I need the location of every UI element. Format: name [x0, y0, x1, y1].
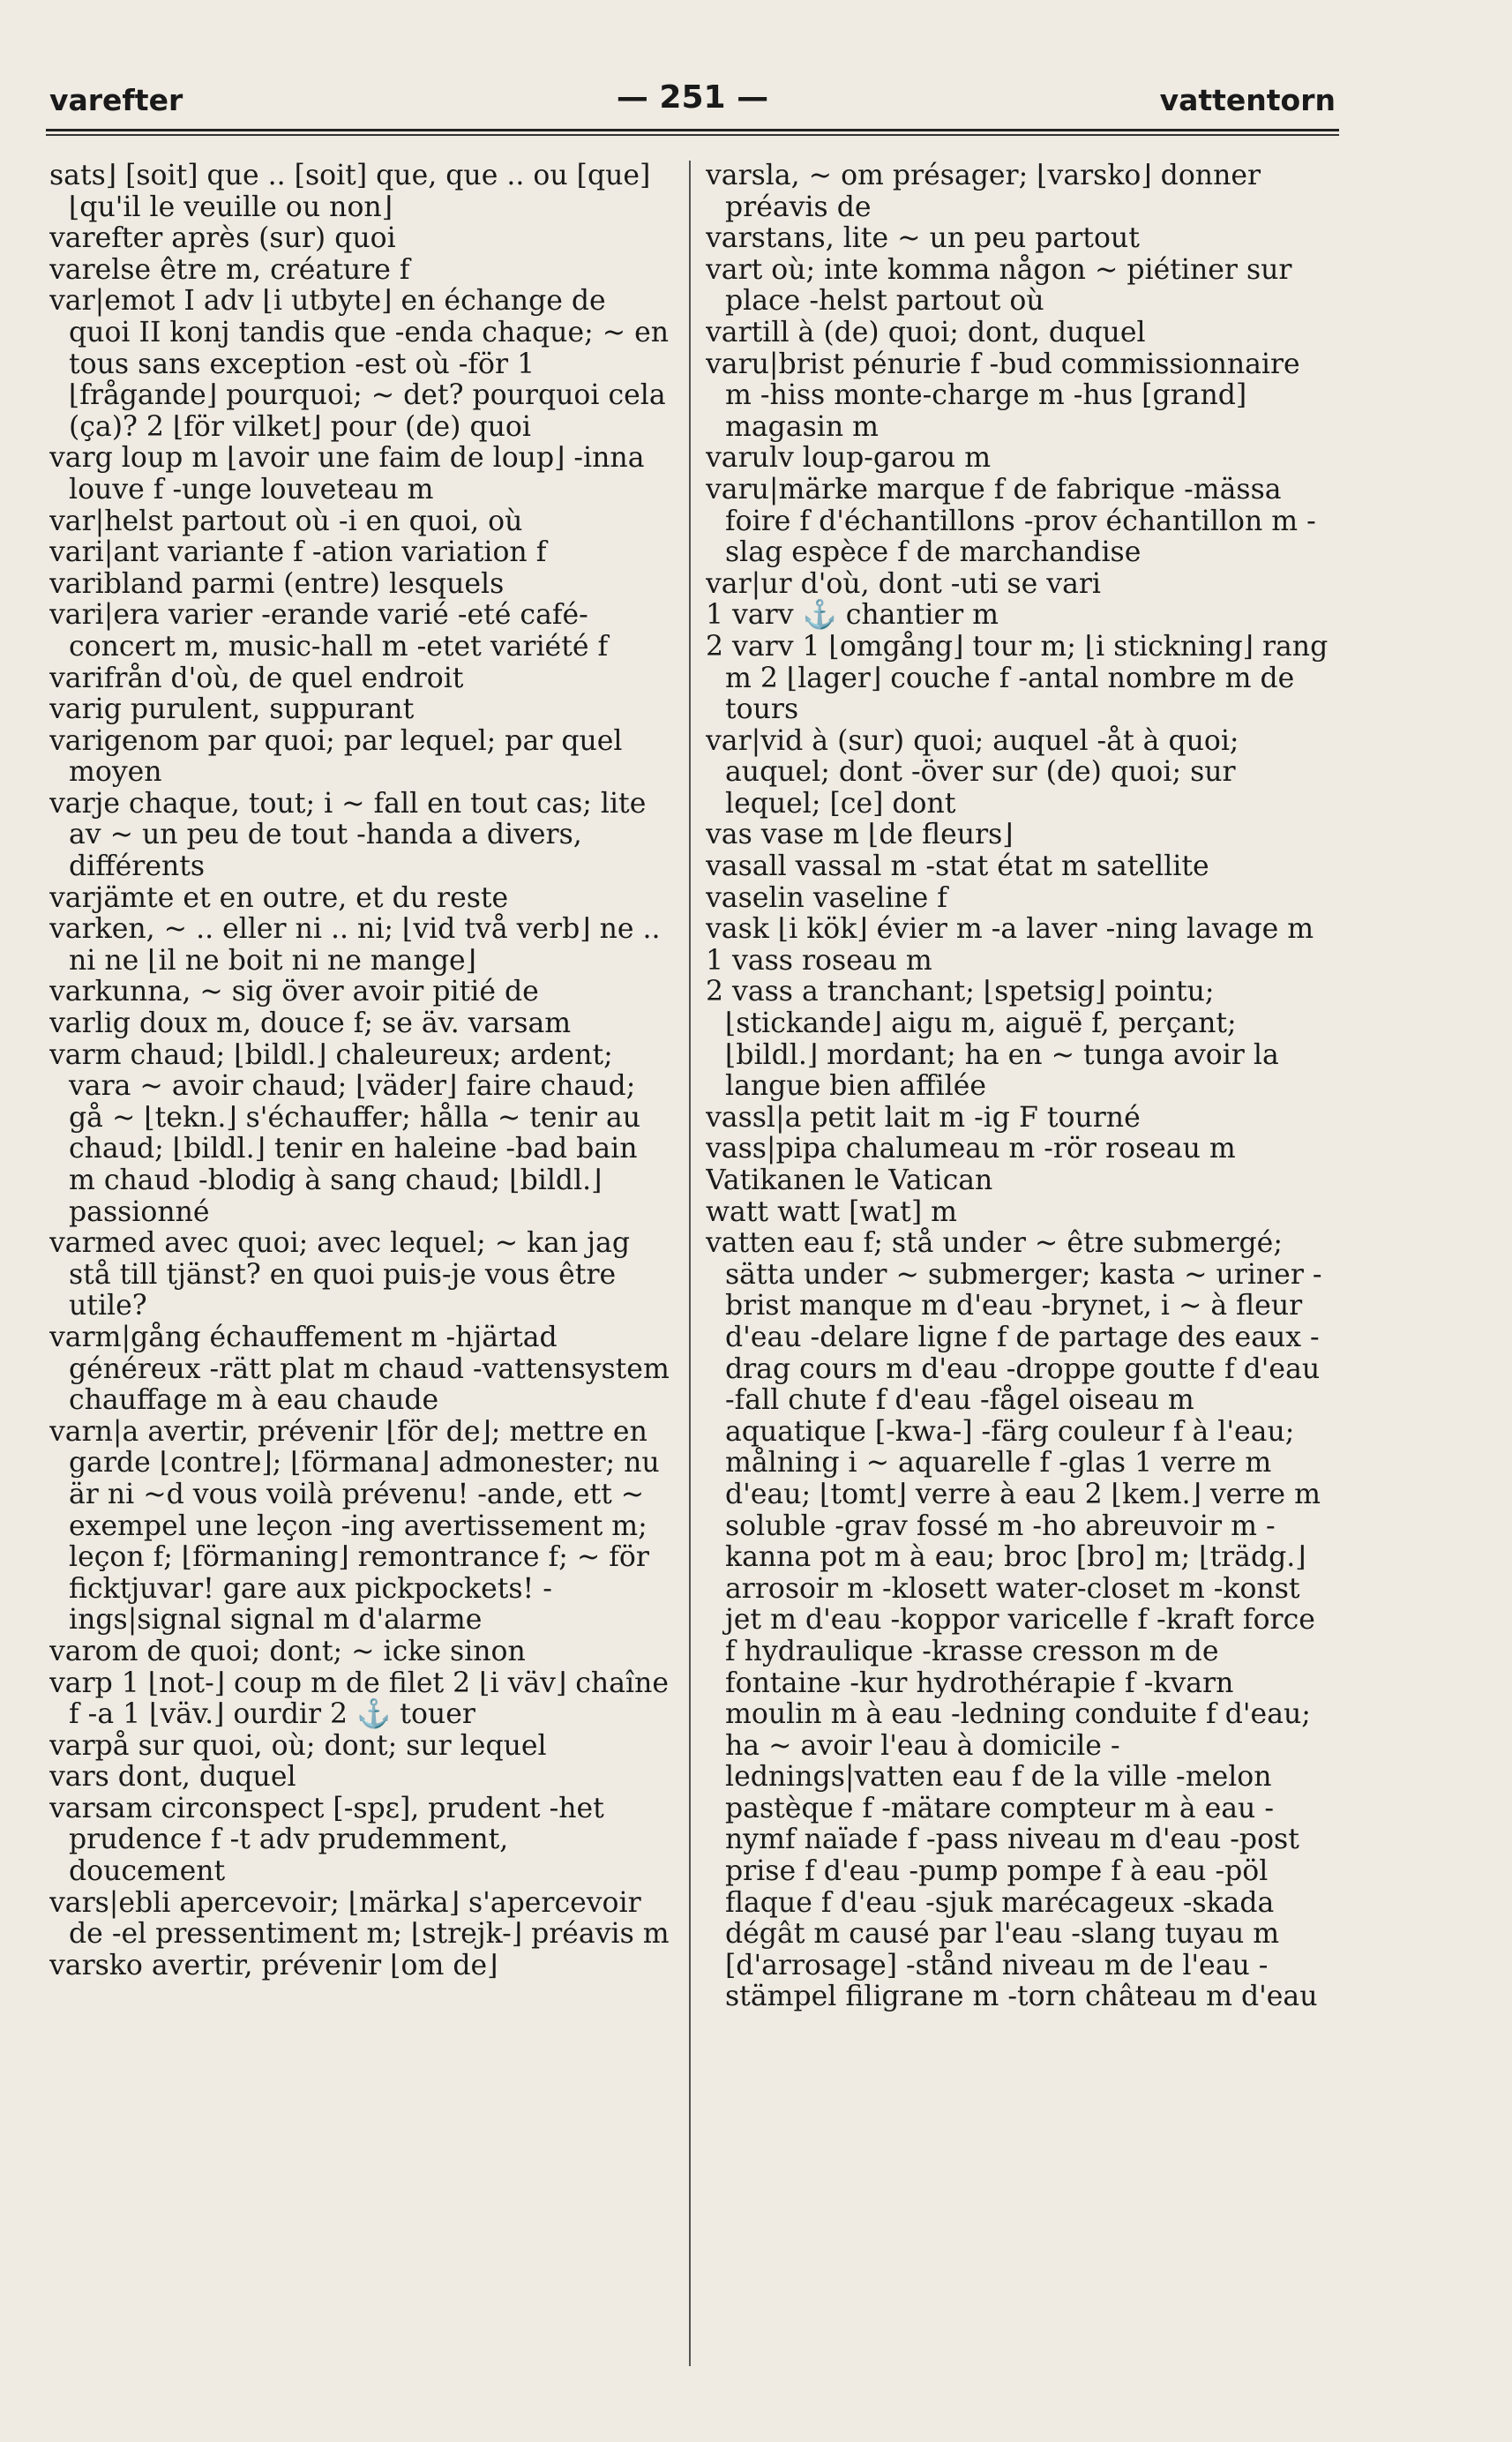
dictionary-entry: 2 vass a tranchant; ⌊spetsig⌋ pointu; ⌊stickande⌋ aigu m, aiguë f, perçant; ⌊bildl.⌋ mordant; ha en ~ tunga avoir la langue bien affilée [706, 976, 1279, 1103]
dictionary-entry: varlig doux m, douce f; se äv. varsam [49, 1008, 572, 1040]
dictionary-entry: vari|ant variante f -ation variation f [49, 536, 547, 569]
dictionary-entry: 2 varv 1 ⌊omgång⌋ tour m; ⌊i stickning⌋ rang m 2 ⌊lager⌋ couche f -antal nombre m de tours [706, 630, 1329, 726]
dictionary-entry: varm chaud; ⌊bildl.⌋ chaleureux; ardent; vara ~ avoir chaud; ⌊väder⌋ faire chaud; gå ~ ⌊tekn.⌋ s'échauffer; hålla ~ tenir au chaud; ⌊bildl.⌋ tenir en haleine -bad bain m chaud -blodig à sang chaud; ⌊bildl.⌋ passionné [49, 1038, 641, 1228]
dictionary-entry: varsla, ~ om présager; ⌊varsko⌋ donner préavis de [706, 161, 1261, 223]
dictionary-entry: vars|ebli apercevoir; ⌊märka⌋ s'apercevoir de -el pressentiment m; ⌊strejk-⌋ préavis m [49, 1886, 670, 1951]
dictionary-entry: varkunna, ~ sig över avoir pitié de [49, 976, 539, 1008]
dictionary-entry: varu|märke marque f de fabrique -mässa foire f d'échantillons -prov échantillon m -slag espèce f de marchandise [706, 473, 1316, 569]
dictionary-entry: varifrån d'où, de quel endroit [49, 662, 464, 694]
dictionary-entry: varefter après (sur) quoi [49, 222, 396, 255]
dictionary-entry: var|vid à (sur) quoi; auquel -åt à quoi; auquel; dont -över sur (de) quoi; sur lequel; [ce] dont [706, 724, 1239, 820]
dictionary-entry: vars dont, duquel [49, 1761, 296, 1794]
dictionary-entry: vart où; inte komma någon ~ piétiner sur place -helst partout où [706, 253, 1292, 318]
dictionary-entry: varmed avec quoi; avec lequel; ~ kan jag stå till tjänst? en quoi puis-je vous être utile? [49, 1227, 630, 1322]
header-first-entry: varefter [49, 83, 183, 117]
dictionary-entry: vassl|a petit lait m -ig F tourné [706, 1101, 1141, 1134]
dictionary-entry: watt watt [wat] m [706, 1195, 958, 1228]
header-last-entry: vattentorn [1159, 83, 1336, 117]
page-header [46, 79, 1339, 131]
dictionary-entry: varjämte et en outre, et du reste [49, 881, 509, 914]
dictionary-entry: varken, ~ .. eller ni .. ni; ⌊vid två verb⌋ ne .. ni ne ⌊il ne boit ni ne mange⌋ [49, 913, 661, 977]
dictionary-entry: var|helst partout où -i en quoi, où [49, 505, 523, 537]
dictionary-entry: vaselin vaseline f [706, 881, 947, 914]
dictionary-entry: var|emot I adv ⌊i utbyte⌋ en échange de quoi II konj tandis que -enda chaque; ~ en tous sans exception -est où -för 1 ⌊frågande⌋ pourquoi; ~ det? pourquoi cela (ça)? 2 ⌊för vilket⌋ pour (de) quoi [49, 285, 670, 443]
dictionary-entry: vari|era varier -erande varié -eté café-concert m, music-hall m -etet variété f [49, 599, 609, 663]
dictionary-entry: vatten eau f; stå under ~ être submergé; sätta under ~ submerger; kasta ~ uriner -brist manque m d'eau -brynet, i ~ à fleur d'eau -delare ligne f de partage des eaux -drag cours m d'eau -droppe goutte f d'eau -fall chute f d'eau -fågel oiseau m aquatique [-kwa-] -färg couleur f à l'eau; målning i ~ aquarelle f -glas 1 verre m d'eau; ⌊tomt⌋ verre à eau 2 ⌊kem.⌋ verre m soluble -grav fossé m -ho abreuvoir m -kanna pot m à eau; broc [bro] m; ⌊trädg.⌋ arrosoir m -klosett water-closet m -konst jet m d'eau -koppor varicelle f -kraft force f hydraulique -krasse cresson m de fontaine -kur hydrothérapie f -kvarn moulin m à eau -ledning conduite f d'eau; ha ~ avoir l'eau à domicile -lednings|vatten eau f de la ville -melon pastèque f -mätare compteur m à eau -nymf naïade f -pass niveau m d'eau -post prise f d'eau -pump pompe f à eau -pöl flaque f d'eau -sjuk marécageux -skada dégât m causé par l'eau -slang tuyau m [d'arrosage] -stånd niveau m de l'eau -stämpel filigrane m -torn château m d'eau [706, 1227, 1322, 2013]
dictionary-entry: varsko avertir, prévenir ⌊om de⌋ [49, 1949, 498, 1981]
column-divider [689, 161, 691, 2366]
dictionary-entry: varigenom par quoi; par lequel; par quel moyen [49, 724, 623, 789]
dictionary-entry: vass|pipa chalumeau m -rör roseau m [706, 1133, 1236, 1165]
dictionary-entry: varpå sur quoi, où; dont; sur lequel [49, 1729, 547, 1762]
dictionary-entry: varp 1 ⌊not-⌋ coup m de filet 2 ⌊i väv⌋ chaîne f -a 1 ⌊väv.⌋ ourdir 2 ⚓ touer [49, 1667, 669, 1731]
dictionary-entry: var|ur d'où, dont -uti se vari [706, 567, 1101, 600]
dictionary-entry: varom de quoi; dont; ~ icke sinon [49, 1635, 526, 1667]
dictionary-entry: varje chaque, tout; i ~ fall en tout cas; lite av ~ un peu de tout -handa a divers, différents [49, 787, 647, 883]
dictionary-entry: varsam circonspect [-spɛ], prudent -het prudence f -t adv prudemment, doucement [49, 1792, 604, 1888]
dictionary-entry: varm|gång échauffement m -hjärtad généreux -rätt plat m chaud -vattensystem chauffage m à eau chaude [49, 1321, 670, 1417]
dictionary-entry: varg loup m ⌊avoir une faim de loup⌋ -inna louve f -unge louveteau m [49, 442, 645, 506]
page-number: — 251 — [616, 79, 769, 116]
dictionary-entry: sats⌋ [soit] que .. [soit] que, que .. ou [que] ⌊qu'il le veuille ou non⌋ [49, 161, 651, 223]
dictionary-entry: Vatikanen le Vatican [706, 1165, 993, 1196]
dictionary-entry: 1 varv ⚓ chantier m [706, 599, 999, 632]
dictionary-entry: vas vase m ⌊de fleurs⌋ [706, 819, 1014, 851]
right-column [706, 161, 1329, 2384]
dictionary-entry: vasall vassal m -stat état m satellite [706, 850, 1209, 883]
dictionary-page [46, 79, 1339, 2391]
dictionary-entry: varelse être m, créature f [49, 253, 410, 286]
dictionary-entry: vartill à (de) quoi; dont, duquel [706, 316, 1146, 348]
dictionary-entry: varstans, lite ~ un peu partout [706, 222, 1140, 255]
dictionary-entry: varu|brist pénurie f -bud commissionnaire m -hiss monte-charge m -hus [grand] magasin m [706, 348, 1300, 443]
header-rule [46, 134, 1339, 136]
dictionary-entry: varibland parmi (entre) lesquels [49, 567, 505, 600]
left-column [49, 161, 672, 2384]
dictionary-entry: vask ⌊i kök⌋ évier m -a laver -ning lavage m [706, 913, 1314, 946]
dictionary-entry: varn|a avertir, prévenir ⌊för de⌋; mettre en garde ⌊contre⌋; ⌊förmana⌋ admonester; nu är ni ~d vous voilà prévenu! -ande, ett ~ exempel une leçon -ing avertissement m; leçon f; ⌊förmaning⌋ remontrance f; ~ för ficktjuvar! gare aux pickpockets! -ings|signal signal m d'alarme [49, 1415, 660, 1637]
dictionary-entry: varulv loup-garou m [706, 442, 992, 475]
dictionary-entry: 1 vass roseau m [706, 944, 932, 977]
dictionary-entry: varig purulent, suppurant [49, 693, 415, 726]
